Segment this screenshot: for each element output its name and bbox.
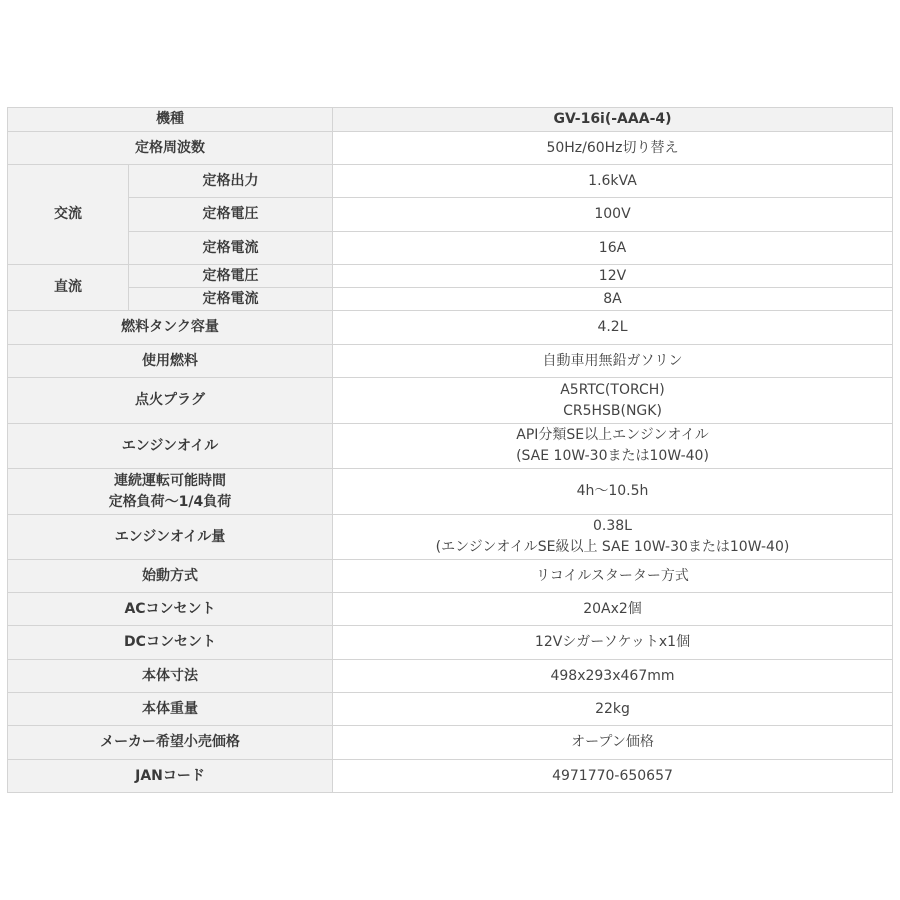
- plug-label: 点火プラグ: [8, 378, 333, 424]
- table-row-ac-outlet: [8, 593, 893, 626]
- ac-output-value: 1.6kVA: [333, 165, 893, 198]
- spec-table: [7, 107, 893, 793]
- table-row-oil: [8, 424, 893, 469]
- runtime-label-line1: 連続運転可能時間: [114, 472, 226, 489]
- tank-label: 燃料タンク容量: [8, 311, 333, 345]
- dc-group-label: 直流: [8, 265, 129, 311]
- ac-voltage-label: 定格電圧: [129, 198, 333, 232]
- runtime-label: [8, 469, 333, 515]
- table-row-dimensions: [8, 660, 893, 693]
- table-row-start: [8, 560, 893, 593]
- table-row-tank: [8, 311, 893, 345]
- dimensions-value: 498x293x467mm: [333, 660, 893, 693]
- table-row-frequency: [8, 132, 893, 165]
- start-label: 始動方式: [8, 560, 333, 593]
- dc-outlet-value: 12Vシガーソケットx1個: [333, 626, 893, 660]
- plug-value: [333, 378, 893, 424]
- tank-value: 4.2L: [333, 311, 893, 345]
- table-row-model: [8, 108, 893, 132]
- table-row-ac-voltage: [8, 198, 893, 232]
- ac-group-label: 交流: [8, 165, 129, 265]
- ac-outlet-label: ACコンセント: [8, 593, 333, 626]
- table-row-oil-amount: [8, 515, 893, 560]
- oil-amount-label: エンジンオイル量: [8, 515, 333, 560]
- table-row-fuel: [8, 345, 893, 378]
- start-value: リコイルスターター方式: [333, 560, 893, 593]
- plug-value-line2: CR5HSB(NGK): [563, 402, 662, 419]
- model-value: GV-16i(-AAA-4): [333, 108, 893, 132]
- runtime-label-line2: 定格負荷〜1/4負荷: [108, 493, 232, 510]
- fuel-value: 自動車用無鉛ガソリン: [333, 345, 893, 378]
- oil-value-line2: (SAE 10W-30または10W-40): [516, 448, 709, 464]
- table-row-dc-outlet: [8, 626, 893, 660]
- jan-label: JANコード: [8, 760, 333, 793]
- dc-voltage-label: 定格電圧: [129, 265, 333, 288]
- fuel-label: 使用燃料: [8, 345, 333, 378]
- jan-value: 4971770-650657: [333, 760, 893, 793]
- dimensions-label: 本体寸法: [8, 660, 333, 693]
- ac-output-label: 定格出力: [129, 165, 333, 198]
- table-row-runtime: [8, 469, 893, 515]
- runtime-value: 4h〜10.5h: [333, 469, 893, 515]
- ac-outlet-value: 20Ax2個: [333, 593, 893, 626]
- table-row-ac-current: [8, 232, 893, 265]
- table-row-plug: [8, 378, 893, 424]
- ac-current-label: 定格電流: [129, 232, 333, 265]
- oil-label: エンジンオイル: [8, 424, 333, 469]
- dc-current-value: 8A: [333, 288, 893, 311]
- ac-current-value: 16A: [333, 232, 893, 265]
- oil-amount-value-line1: 0.38L: [593, 518, 632, 534]
- price-value: オープン価格: [333, 726, 893, 760]
- plug-value-line1: A5RTC(TORCH): [560, 381, 665, 398]
- table-row-ac-output: [8, 165, 893, 198]
- frequency-value: 50Hz/60Hz切り替え: [333, 132, 893, 165]
- model-label: 機種: [8, 108, 333, 132]
- oil-amount-value-line2: (エンジンオイルSE級以上 SAE 10W-30または10W-40): [435, 539, 790, 555]
- frequency-label: 定格周波数: [8, 132, 333, 165]
- table-row-dc-current: [8, 288, 893, 311]
- weight-value: 22kg: [333, 693, 893, 726]
- ac-voltage-value: 100V: [333, 198, 893, 232]
- weight-label: 本体重量: [8, 693, 333, 726]
- oil-amount-value: [333, 515, 893, 560]
- oil-value: [333, 424, 893, 469]
- table-row-dc-voltage: [8, 265, 893, 288]
- dc-current-label: 定格電流: [129, 288, 333, 311]
- table-row-jan: [8, 760, 893, 793]
- dc-outlet-label: DCコンセント: [8, 626, 333, 660]
- table-row-price: [8, 726, 893, 760]
- table-row-weight: [8, 693, 893, 726]
- price-label: メーカー希望小売価格: [8, 726, 333, 760]
- dc-voltage-value: 12V: [333, 265, 893, 288]
- oil-value-line1: API分類SE以上エンジンオイル: [516, 427, 709, 443]
